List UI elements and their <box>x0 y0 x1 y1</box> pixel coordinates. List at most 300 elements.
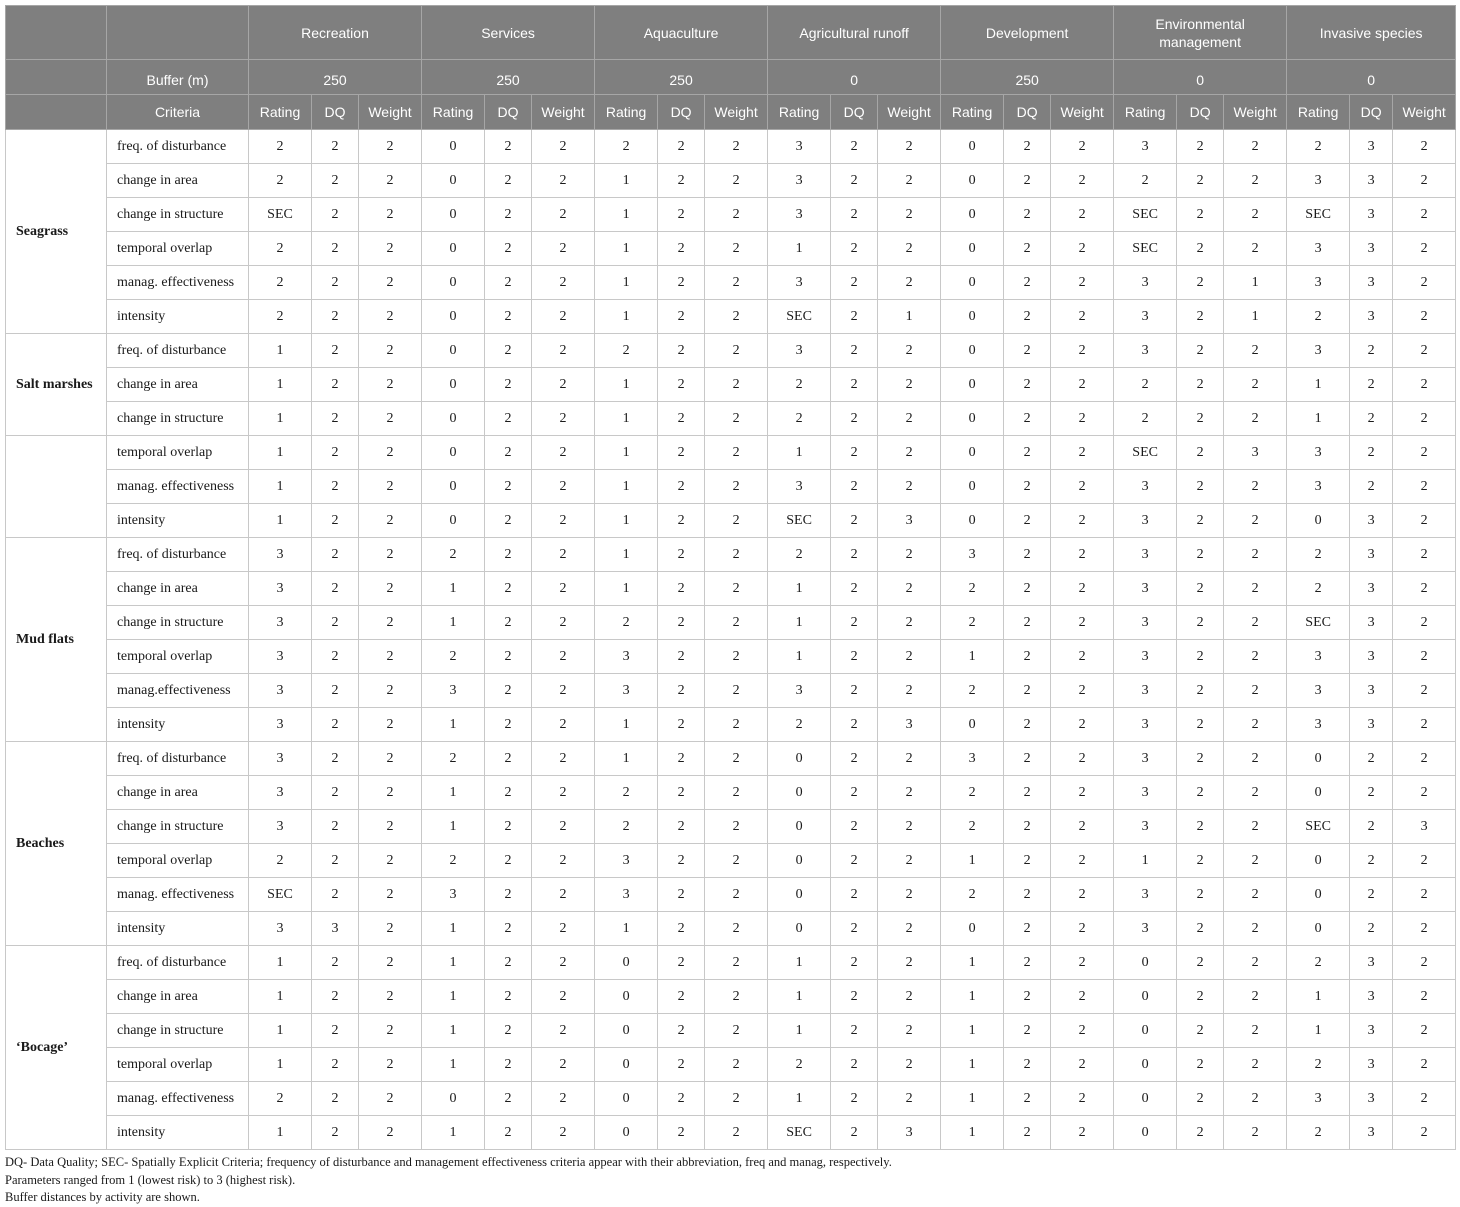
criteria-cell: change in structure <box>107 198 249 232</box>
value-cell: 2 <box>485 470 532 504</box>
value-cell: 3 <box>1350 1082 1393 1116</box>
value-cell: 2 <box>1051 538 1114 572</box>
value-cell: 2 <box>595 606 658 640</box>
value-cell: 2 <box>768 1048 831 1082</box>
value-cell: 3 <box>1350 130 1393 164</box>
value-cell: 2 <box>312 436 359 470</box>
value-cell: 2 <box>1051 640 1114 674</box>
value-cell: 2 <box>705 164 768 198</box>
value-cell: 2 <box>312 810 359 844</box>
value-cell: 2 <box>359 572 422 606</box>
value-cell: 2 <box>595 334 658 368</box>
value-cell: 2 <box>485 1048 532 1082</box>
value-cell: 2 <box>312 164 359 198</box>
value-cell: 2 <box>359 1116 422 1150</box>
table-row <box>6 810 1456 844</box>
value-cell: 2 <box>532 232 595 266</box>
value-cell: 2 <box>359 946 422 980</box>
value-cell: 2 <box>831 606 878 640</box>
value-cell: 2 <box>1350 470 1393 504</box>
footnote: Buffer distances by activity are shown. <box>5 1190 200 1204</box>
value-cell: 2 <box>359 1048 422 1082</box>
value-cell: 2 <box>1004 776 1051 810</box>
value-cell: SEC <box>1287 198 1350 232</box>
value-cell: 2 <box>1350 776 1393 810</box>
value-cell: 2 <box>1177 946 1224 980</box>
value-cell: 2 <box>705 912 768 946</box>
value-cell: 2 <box>1177 606 1224 640</box>
table-row <box>6 572 1456 606</box>
value-cell: 2 <box>1350 912 1393 946</box>
value-cell: 2 <box>485 1014 532 1048</box>
value-cell: 2 <box>1004 232 1051 266</box>
subheader-weight: Weight <box>878 95 941 130</box>
value-cell: 2 <box>831 130 878 164</box>
value-cell: 2 <box>532 844 595 878</box>
value-cell: 3 <box>249 776 312 810</box>
value-cell: 2 <box>878 232 941 266</box>
value-cell: 1 <box>768 1082 831 1116</box>
value-cell: 2 <box>831 708 878 742</box>
value-cell: 0 <box>1114 1048 1177 1082</box>
value-cell: 3 <box>768 164 831 198</box>
value-cell: 2 <box>1004 198 1051 232</box>
value-cell: 2 <box>1051 470 1114 504</box>
value-cell: 2 <box>1004 844 1051 878</box>
value-cell: 2 <box>485 640 532 674</box>
value-cell: 2 <box>1177 674 1224 708</box>
value-cell: 0 <box>941 130 1004 164</box>
value-cell: 3 <box>1350 1116 1393 1150</box>
value-cell: 2 <box>705 198 768 232</box>
value-cell: 2 <box>422 742 485 776</box>
value-cell: 2 <box>1393 334 1456 368</box>
criteria-cell: temporal overlap <box>107 844 249 878</box>
buffer-value: 250 <box>422 60 595 95</box>
criteria-cell: manag. effectiveness <box>107 470 249 504</box>
value-cell: 2 <box>658 742 705 776</box>
value-cell: 2 <box>878 946 941 980</box>
value-cell: 1 <box>422 708 485 742</box>
value-cell: 2 <box>485 844 532 878</box>
value-cell: 1 <box>1287 1014 1350 1048</box>
value-cell: 2 <box>312 402 359 436</box>
value-cell: 0 <box>595 980 658 1014</box>
value-cell: 2 <box>1177 470 1224 504</box>
subheader-row <box>6 95 1456 130</box>
value-cell: 3 <box>595 844 658 878</box>
value-cell: 2 <box>1177 198 1224 232</box>
criteria-cell: intensity <box>107 708 249 742</box>
table-row <box>6 1014 1456 1048</box>
value-cell: 1 <box>941 844 1004 878</box>
value-cell: 2 <box>1393 674 1456 708</box>
value-cell: 2 <box>658 776 705 810</box>
value-cell: 0 <box>595 1082 658 1116</box>
value-cell: 3 <box>941 538 1004 572</box>
table-row <box>6 538 1456 572</box>
value-cell: 2 <box>831 538 878 572</box>
value-cell: 2 <box>1350 402 1393 436</box>
value-cell: 3 <box>768 130 831 164</box>
value-cell: 3 <box>249 912 312 946</box>
value-cell: 2 <box>878 844 941 878</box>
table-row <box>6 742 1456 776</box>
value-cell: 2 <box>705 878 768 912</box>
value-cell: 2 <box>485 776 532 810</box>
value-cell: 2 <box>422 640 485 674</box>
value-cell: 2 <box>1177 776 1224 810</box>
value-cell: 1 <box>595 436 658 470</box>
value-cell: 3 <box>1114 470 1177 504</box>
value-cell: 3 <box>1114 742 1177 776</box>
subheader-dq: DQ <box>485 95 532 130</box>
value-cell: 2 <box>312 300 359 334</box>
value-cell: 2 <box>705 844 768 878</box>
value-cell: 0 <box>422 436 485 470</box>
table-row <box>6 300 1456 334</box>
value-cell: 2 <box>312 708 359 742</box>
table-row <box>6 232 1456 266</box>
value-cell: 2 <box>831 640 878 674</box>
activity-header: Agricultural runoff <box>768 6 941 60</box>
value-cell: 2 <box>658 232 705 266</box>
table-row <box>6 1082 1456 1116</box>
value-cell: 2 <box>1177 980 1224 1014</box>
value-cell: 1 <box>768 946 831 980</box>
value-cell: 2 <box>359 334 422 368</box>
value-cell: 2 <box>359 402 422 436</box>
value-cell: 2 <box>485 708 532 742</box>
value-cell: 2 <box>941 674 1004 708</box>
value-cell: 2 <box>1051 844 1114 878</box>
value-cell: 3 <box>1114 878 1177 912</box>
value-cell: 2 <box>532 810 595 844</box>
value-cell: 1 <box>249 1116 312 1150</box>
subheader-weight: Weight <box>1224 95 1287 130</box>
value-cell: 0 <box>941 334 1004 368</box>
value-cell: 2 <box>1051 912 1114 946</box>
value-cell: 2 <box>1004 810 1051 844</box>
buffer-value: 0 <box>1114 60 1287 95</box>
value-cell: 0 <box>422 266 485 300</box>
value-cell: 2 <box>1224 708 1287 742</box>
criteria-cell: temporal overlap <box>107 232 249 266</box>
criteria-label: Criteria <box>107 95 249 130</box>
value-cell: 3 <box>1114 674 1177 708</box>
value-cell: 0 <box>768 878 831 912</box>
value-cell: 3 <box>768 266 831 300</box>
value-cell: 2 <box>1393 164 1456 198</box>
value-cell: 2 <box>532 164 595 198</box>
value-cell: 2 <box>705 776 768 810</box>
value-cell: 3 <box>249 606 312 640</box>
value-cell: 2 <box>831 266 878 300</box>
table-row <box>6 606 1456 640</box>
value-cell: 2 <box>359 776 422 810</box>
value-cell: 3 <box>1350 198 1393 232</box>
value-cell: 3 <box>422 674 485 708</box>
value-cell: 0 <box>941 232 1004 266</box>
value-cell: 2 <box>658 504 705 538</box>
value-cell: SEC <box>1114 436 1177 470</box>
value-cell: 2 <box>359 980 422 1014</box>
value-cell: 2 <box>1177 640 1224 674</box>
value-cell: 2 <box>1224 878 1287 912</box>
value-cell: 2 <box>359 810 422 844</box>
value-cell: 2 <box>1004 572 1051 606</box>
value-cell: 2 <box>831 674 878 708</box>
value-cell: 2 <box>532 980 595 1014</box>
value-cell: 2 <box>831 742 878 776</box>
value-cell: 0 <box>1114 980 1177 1014</box>
value-cell: 0 <box>941 164 1004 198</box>
value-cell: 2 <box>658 912 705 946</box>
value-cell: 2 <box>1177 912 1224 946</box>
value-cell: 2 <box>1350 810 1393 844</box>
value-cell: 2 <box>532 470 595 504</box>
value-cell: 0 <box>1114 1014 1177 1048</box>
value-cell: 2 <box>705 1014 768 1048</box>
value-cell: 3 <box>1287 708 1350 742</box>
value-cell: 2 <box>532 674 595 708</box>
value-cell: 3 <box>249 742 312 776</box>
value-cell: 2 <box>831 572 878 606</box>
value-cell: 2 <box>1287 1116 1350 1150</box>
value-cell: 3 <box>595 878 658 912</box>
value-cell: 2 <box>1177 742 1224 776</box>
value-cell: 2 <box>1393 198 1456 232</box>
value-cell: 2 <box>1393 436 1456 470</box>
value-cell: 2 <box>941 606 1004 640</box>
value-cell: 2 <box>1004 606 1051 640</box>
value-cell: 2 <box>532 946 595 980</box>
table-row <box>6 844 1456 878</box>
value-cell: 2 <box>485 300 532 334</box>
value-cell: 3 <box>1224 436 1287 470</box>
value-cell: 2 <box>878 130 941 164</box>
value-cell: 1 <box>595 300 658 334</box>
value-cell: SEC <box>768 300 831 334</box>
criteria-cell: change in area <box>107 776 249 810</box>
value-cell: SEC <box>249 878 312 912</box>
value-cell: 1 <box>595 368 658 402</box>
value-cell: 2 <box>705 232 768 266</box>
buffer-header-row <box>6 60 1456 95</box>
value-cell: 3 <box>878 504 941 538</box>
criteria-cell: manag.effectiveness <box>107 674 249 708</box>
value-cell: 0 <box>941 266 1004 300</box>
value-cell: 3 <box>1350 708 1393 742</box>
value-cell: SEC <box>768 1116 831 1150</box>
value-cell: 2 <box>1224 810 1287 844</box>
criteria-cell: freq. of disturbance <box>107 946 249 980</box>
value-cell: 0 <box>768 810 831 844</box>
value-cell: 1 <box>595 402 658 436</box>
value-cell: 2 <box>1004 164 1051 198</box>
criteria-cell: change in structure <box>107 810 249 844</box>
value-cell: 2 <box>1177 232 1224 266</box>
value-cell: 0 <box>941 708 1004 742</box>
value-cell: 2 <box>359 504 422 538</box>
value-cell: 2 <box>1350 742 1393 776</box>
habitat-label: ‘Bocage’ <box>6 946 107 1150</box>
value-cell: 2 <box>422 538 485 572</box>
value-cell: 3 <box>1287 266 1350 300</box>
value-cell: 2 <box>1177 402 1224 436</box>
value-cell: 2 <box>359 640 422 674</box>
value-cell: 2 <box>658 708 705 742</box>
value-cell: 0 <box>1114 1082 1177 1116</box>
value-cell: 2 <box>658 810 705 844</box>
value-cell: 2 <box>1393 912 1456 946</box>
activity-header: Environmental management <box>1114 6 1287 60</box>
value-cell: 2 <box>658 1082 705 1116</box>
criteria-cell: manag. effectiveness <box>107 266 249 300</box>
value-cell: 2 <box>1224 368 1287 402</box>
value-cell: 1 <box>941 1116 1004 1150</box>
value-cell: 2 <box>532 1048 595 1082</box>
value-cell: 0 <box>422 300 485 334</box>
value-cell: 2 <box>658 130 705 164</box>
habitat-label: Mud flats <box>6 538 107 742</box>
value-cell: 3 <box>1350 946 1393 980</box>
value-cell: 2 <box>312 538 359 572</box>
value-cell: 2 <box>1004 980 1051 1014</box>
value-cell: 2 <box>1004 1014 1051 1048</box>
value-cell: 1 <box>768 436 831 470</box>
table-row <box>6 980 1456 1014</box>
value-cell: 3 <box>1287 436 1350 470</box>
value-cell: 0 <box>422 164 485 198</box>
value-cell: 2 <box>1224 1082 1287 1116</box>
criteria-cell: change in structure <box>107 1014 249 1048</box>
value-cell: 2 <box>1004 538 1051 572</box>
value-cell: 1 <box>941 946 1004 980</box>
buffer-value: 250 <box>941 60 1114 95</box>
value-cell: 2 <box>1393 266 1456 300</box>
value-cell: 2 <box>532 878 595 912</box>
value-cell: 2 <box>658 266 705 300</box>
criteria-cell: change in area <box>107 368 249 402</box>
value-cell: 0 <box>941 504 1004 538</box>
activity-header-row <box>6 6 1456 60</box>
value-cell: 2 <box>1287 1048 1350 1082</box>
value-cell: 2 <box>312 368 359 402</box>
value-cell: 1 <box>595 504 658 538</box>
value-cell: 0 <box>1287 776 1350 810</box>
risk-criteria-table <box>5 5 1456 1150</box>
value-cell: 2 <box>831 334 878 368</box>
criteria-cell: temporal overlap <box>107 436 249 470</box>
value-cell: 2 <box>768 708 831 742</box>
value-cell: 2 <box>1051 674 1114 708</box>
value-cell: 2 <box>532 504 595 538</box>
value-cell: 0 <box>422 130 485 164</box>
value-cell: 1 <box>768 1014 831 1048</box>
value-cell: 3 <box>1350 232 1393 266</box>
value-cell: SEC <box>768 504 831 538</box>
value-cell: 2 <box>705 980 768 1014</box>
value-cell: 1 <box>249 470 312 504</box>
value-cell: 2 <box>1004 130 1051 164</box>
value-cell: 2 <box>359 198 422 232</box>
value-cell: 2 <box>878 436 941 470</box>
value-cell: 3 <box>249 538 312 572</box>
value-cell: 2 <box>658 538 705 572</box>
value-cell: 2 <box>878 368 941 402</box>
value-cell: 3 <box>1287 1082 1350 1116</box>
value-cell: 2 <box>831 504 878 538</box>
value-cell: 2 <box>831 164 878 198</box>
value-cell: 2 <box>1004 742 1051 776</box>
value-cell: 2 <box>1350 368 1393 402</box>
value-cell: 2 <box>485 912 532 946</box>
value-cell: 2 <box>1393 572 1456 606</box>
value-cell: 2 <box>1350 844 1393 878</box>
value-cell: 2 <box>532 334 595 368</box>
value-cell: 3 <box>1114 334 1177 368</box>
value-cell: 2 <box>485 198 532 232</box>
value-cell: 2 <box>831 300 878 334</box>
table-header <box>6 6 1456 130</box>
value-cell: 2 <box>1224 912 1287 946</box>
table-row <box>6 334 1456 368</box>
table-row <box>6 640 1456 674</box>
value-cell: 1 <box>249 436 312 470</box>
table-body <box>6 130 1456 1150</box>
table-footnotes <box>5 1154 1455 1207</box>
value-cell: 2 <box>1393 708 1456 742</box>
value-cell: 0 <box>1287 504 1350 538</box>
table-row <box>6 470 1456 504</box>
value-cell: 0 <box>422 1082 485 1116</box>
value-cell: 2 <box>485 1116 532 1150</box>
value-cell: 2 <box>658 368 705 402</box>
value-cell: 2 <box>359 436 422 470</box>
value-cell: 2 <box>532 776 595 810</box>
value-cell: 2 <box>312 980 359 1014</box>
value-cell: 2 <box>1051 300 1114 334</box>
value-cell: 2 <box>485 572 532 606</box>
value-cell: 3 <box>1350 980 1393 1014</box>
criteria-cell: freq. of disturbance <box>107 538 249 572</box>
value-cell: 2 <box>1393 640 1456 674</box>
value-cell: 1 <box>941 1014 1004 1048</box>
criteria-cell: change in structure <box>107 606 249 640</box>
value-cell: 2 <box>312 742 359 776</box>
value-cell: 2 <box>1177 572 1224 606</box>
value-cell: 2 <box>312 1014 359 1048</box>
value-cell: SEC <box>1114 198 1177 232</box>
value-cell: 2 <box>878 198 941 232</box>
value-cell: 2 <box>1051 436 1114 470</box>
value-cell: 2 <box>359 232 422 266</box>
buffer-label: Buffer (m) <box>107 60 249 95</box>
value-cell: 2 <box>1004 402 1051 436</box>
value-cell: 1 <box>595 572 658 606</box>
value-cell: 3 <box>1114 708 1177 742</box>
value-cell: 2 <box>1051 198 1114 232</box>
subheader-dq: DQ <box>1350 95 1393 130</box>
value-cell: 2 <box>658 1014 705 1048</box>
value-cell: 1 <box>768 640 831 674</box>
value-cell: 3 <box>1350 504 1393 538</box>
value-cell: 2 <box>1393 606 1456 640</box>
value-cell: 2 <box>831 470 878 504</box>
value-cell: 2 <box>312 946 359 980</box>
value-cell: 3 <box>878 1116 941 1150</box>
